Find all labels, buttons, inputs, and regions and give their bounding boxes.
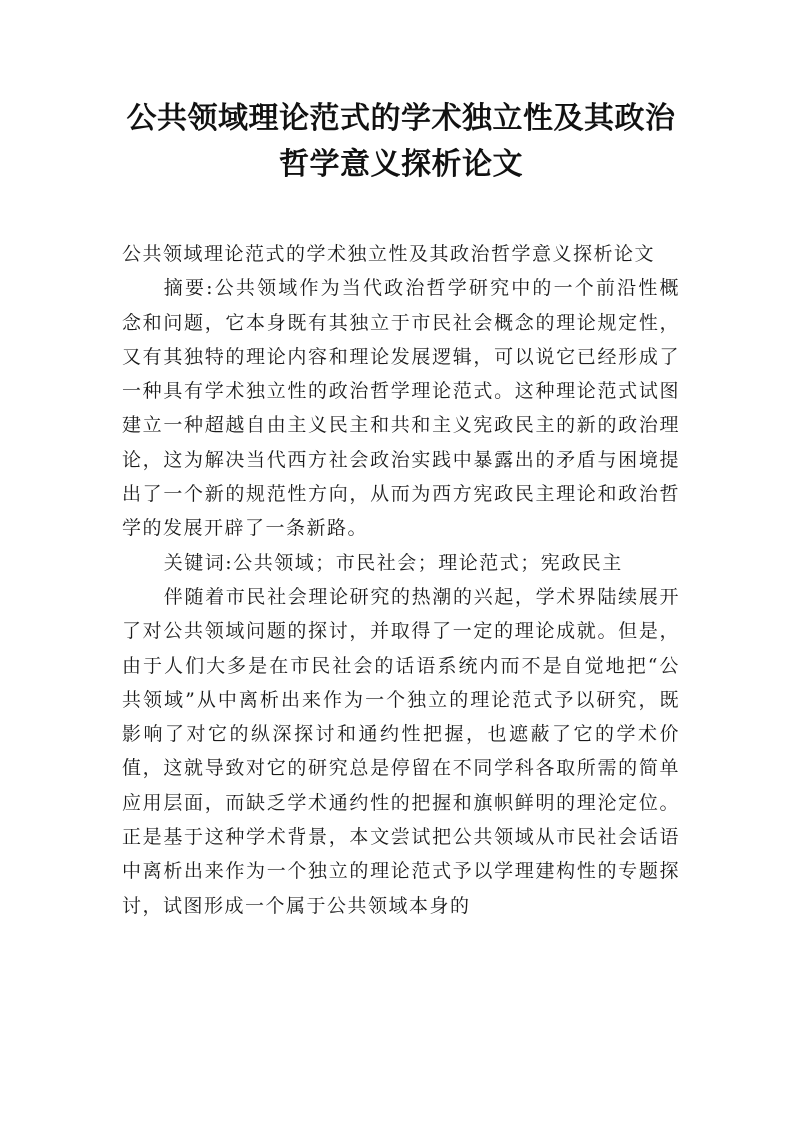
title-line-2: 哲学意义探析论文 (279, 147, 523, 182)
abstract-paragraph: 摘要:公共领域作为当代政治哲学研究中的一个前沿性概念和问题，它本身既有其独立于市民社会概念的理论规定性，又有其独特的理论内容和理论发展逻辑，可以说它已经形成了一种具有学术独立性的政治哲学理论范式。这种理论范式试图建立一种超越自由主义民主和共和主义宪政民主的新的政治理论，这为解决当代西方社会政治实践中暴露出的矛盾与困境提出了一个新的规范性方向，从而为西方宪政民主理论和政治哲学的发展开辟了一条新路。 (122, 277, 680, 540)
document-body (122, 237, 680, 923)
body-paragraph: 伴随着市民社会理论研究的热潮的兴起，学术界陆续展开了对公共领域问题的探讨，并取得了一定的理论成就。但是，由于人们大多是在市民社会的话语系统内而不是自觉地把“公共领域”从中离析出来作为一个独立的理论范式予以研究，既影响了对它的纵深探讨和通约性把握，也遮蔽了它的学术价值，这就导致对它的研究总是停留在不同学科各取所需的简单应用层面，而缺乏学术通约性的把握和旗帜鲜明的理沦定位。正是基于这种学术背景，本文尝试把公共领域从市民社会话语中离析出来作为一个独立的理论范式予以学理建构性的专题探讨，试图形成一个属于公共领域本身的 (122, 585, 680, 917)
title-line-1: 公共领域理论范式的学术独立性及其政治 (126, 101, 676, 136)
document-subtitle: 公共领域理论范式的学术独立性及其政治哲学意义探析论文 (122, 243, 656, 265)
keywords-line: 关键词:公共领域；市民社会；理论范式；宪政民主 (163, 551, 623, 574)
document-title (122, 96, 680, 188)
